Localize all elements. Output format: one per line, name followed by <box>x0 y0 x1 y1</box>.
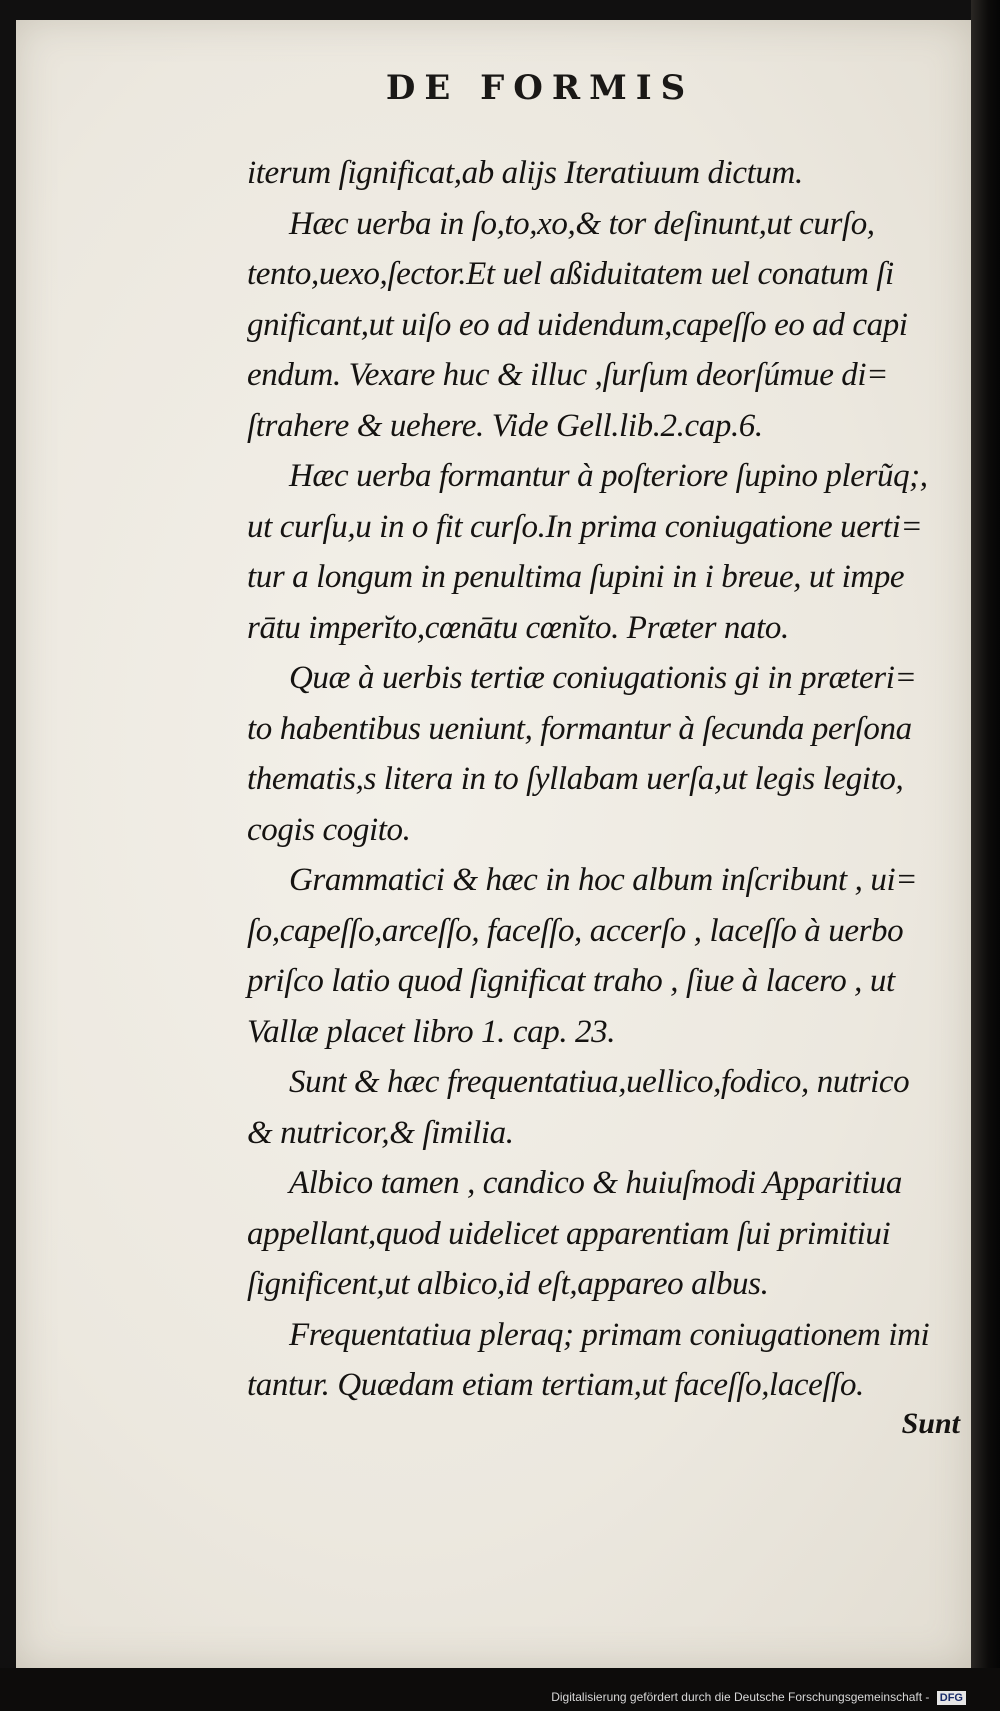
text-line: thematis,s litera in to ſyllabam uerſa,ut legis legito, <box>247 761 904 797</box>
footer-text: Digitalisierung gefördert durch die Deutsche Forschungsgemeinschaft - <box>551 1690 930 1704</box>
text-line: gnificant,ut uiſo eo ad uidendum,capeſſo eo ad capi <box>247 306 908 343</box>
text-line: tento,uexo,ſector.Et uel aßiduitatem uel conatum ſi <box>247 256 894 292</box>
digitization-footer <box>551 1690 966 1705</box>
text-line: appellant,quod uidelicet apparentiam ſui primitiui <box>247 1215 891 1252</box>
running-head: DE FORMIS <box>385 68 695 108</box>
text-line: rātu imperĭto,cœnātu cœnĭto. Præter nato. <box>247 609 789 646</box>
text-line: priſco latio quod ſignificat traho , ſiue à lacero , ut <box>247 963 895 999</box>
body-text <box>247 148 959 1411</box>
text-line: tur a longum in penultima ſupini in i breue, ut impe <box>247 559 905 595</box>
text-line: Hæc uerba formantur à poſteriore ſupino plerũq;, <box>289 458 928 494</box>
text-line: ſignificent,ut albico,id eſt,appareo albus. <box>247 1266 769 1302</box>
text-line: endum. Vexare huc & illuc ,ſurſum deorſúmue di= <box>247 357 889 393</box>
text-line: iterum ſignificat,ab alijs Iteratiuum dictum. <box>247 155 803 191</box>
text-line: Frequentatiua pleraq; primam coniugationem imi <box>289 1316 930 1353</box>
text-line: ſo,capeſſo,arceſſo, faceſſo, accerſo , laceſſo à uerbo <box>247 912 904 949</box>
book-edge <box>971 0 1000 1711</box>
text-line: ut curſu,u in o fit curſo.In prima coniugatione uerti= <box>247 508 923 545</box>
text-line: to habentibus ueniunt, formantur à ſecunda perſona <box>247 710 912 747</box>
text-line: Quæ à uerbis tertiæ coniugationis gi in præteri= <box>289 660 917 696</box>
text-line: Albico tamen , candico & huiuſmodi Apparitiua <box>289 1165 902 1201</box>
text-line: tantur. Quædam etiam tertiam,ut faceſſo,laceſſo. <box>247 1367 864 1403</box>
text-line: ſtrahere & uehere. Vide Gell.lib.2.cap.6. <box>247 407 763 444</box>
text-line: cogis cogito. <box>247 811 411 848</box>
text-line: Vallæ placet libro 1. cap. 23. <box>247 1013 616 1050</box>
text-line: Sunt & hæc frequentatiua,uellico,fodico, nutrico <box>289 1064 910 1100</box>
catchword: Sunt <box>901 1407 960 1440</box>
text-line: Grammatici & hæc in hoc album inſcribunt , ui= <box>289 862 918 898</box>
text-line: Hæc uerba in ſo,to,xo,& tor deſinunt,ut curſo, <box>289 205 875 242</box>
dfg-logo: DFG <box>937 1691 966 1705</box>
text-line: & nutricor,& ſimilia. <box>247 1114 514 1151</box>
